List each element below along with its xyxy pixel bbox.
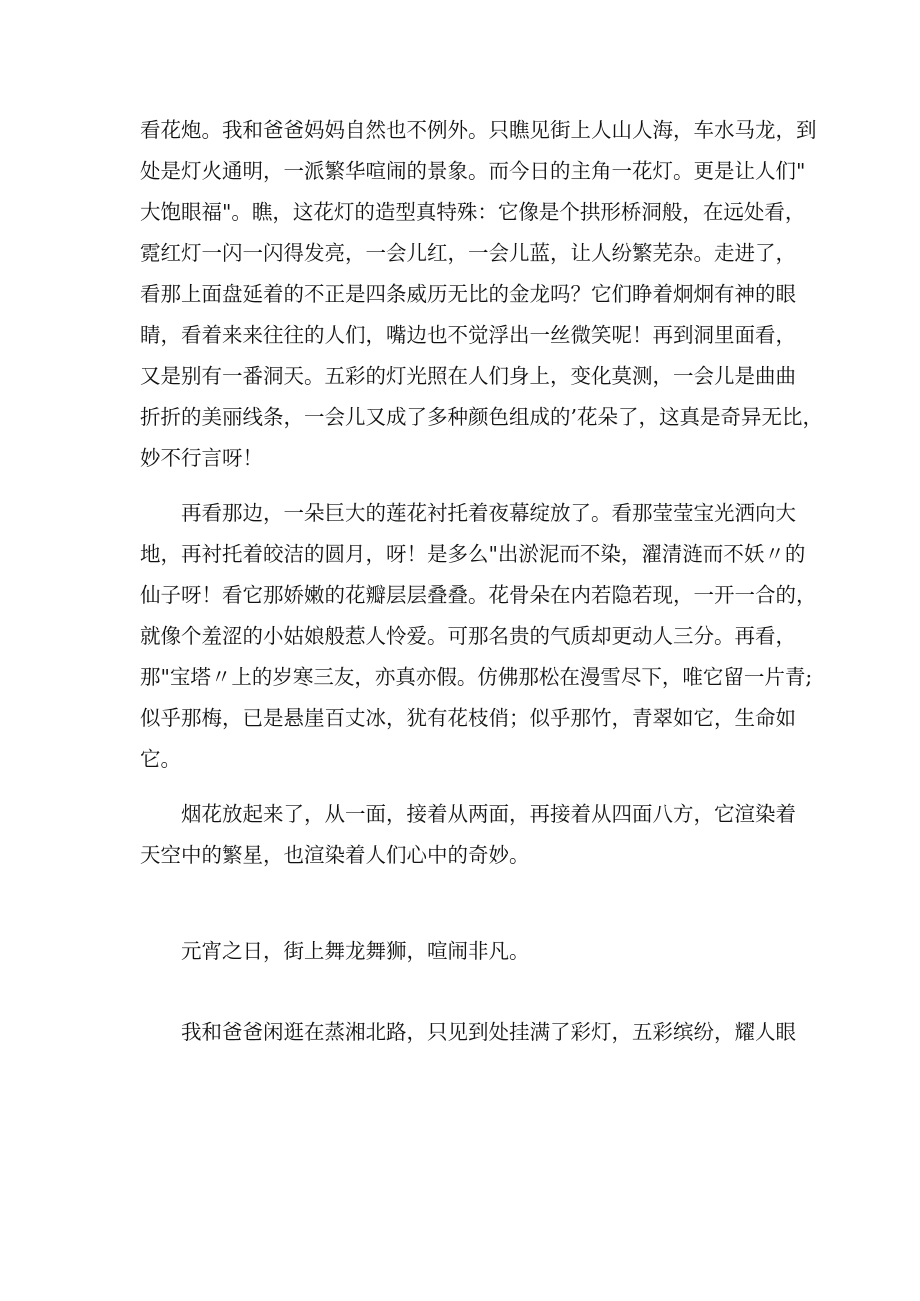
paragraph-1-line-8: 折折的美丽线条，一会儿又成了多种颜色组成的’花朵了，这真是奇异无比， [140,405,824,429]
paragraph-2-line-2: 地，再衬托着皎洁的圆月，呀！是多么"出淤泥而不染，濯清涟而不妖〃的 [140,542,806,566]
paragraph-2-line-7: 它。 [140,747,181,771]
paragraph-1-line-3: 大饱眼福"。瞧，这花灯的造型真特殊：它像是个拱形桥洞般，在远处看， [140,200,806,224]
paragraph-2-line-6: 似乎那梅，已是悬崖百丈冰，犹有花枝俏；似乎那竹，青翠如它，生命如 [140,706,796,730]
paragraph-1-line-1: 看花炮。我和爸爸妈妈自然也不例外。只瞧见街上人山人海，车水马龙，到 [140,118,817,142]
paragraph-2-line-5: 那"宝塔〃上的岁寒三友，亦真亦假。仿佛那松在漫雪尽下，唯它留一片青; [140,665,813,689]
paragraph-2-line-1: 再看那边，一朵巨大的莲花衬托着夜幕绽放了。看那莹莹宝光洒向大 [181,501,796,525]
paragraph-3-line-2: 天空中的繁星，也渲染着人们心中的奇妙。 [140,843,530,867]
paragraph-2-line-3: 仙子呀！看它那娇嫩的花瓣层层叠叠。花骨朵在内若隐若现，一开一合的， [140,583,817,607]
paragraph-5-line-1: 我和爸爸闲逛在蒸湘北路，只见到处挂满了彩灯，五彩缤纷，耀人眼 [181,1020,796,1044]
paragraph-1-line-4: 霓红灯一闪一闪得发亮，一会儿红，一会儿蓝，让人纷繁芜杂。走进了， [140,241,796,265]
paragraph-3-line-1: 烟花放起来了，从一面，接着从两面，再接着从四面八方，它渲染着 [181,802,796,826]
paragraph-4-line-1: 元宵之日，街上舞龙舞狮，喧闹非凡。 [181,939,530,963]
paragraph-1-line-5: 看那上面盘延着的不正是四条威历无比的金龙吗？它们睁着炯炯有神的眼 [140,282,796,306]
paragraph-1-line-2: 处是灯火通明，一派繁华喧闹的景象。而今日的主角一花灯。更是让人们" [140,159,806,183]
paragraph-2-line-4: 就像个羞涩的小姑娘般惹人怜爱。可那名贵的气质却更动人三分。再看， [140,624,796,648]
paragraph-1-line-9: 妙不行言呀！ [140,446,263,470]
paragraph-1-line-6: 睛，看着来来往往的人们，嘴边也不觉浮出一丝微笑呢！再到洞里面看， [140,323,796,347]
paragraph-1-line-7: 又是别有一番洞天。五彩的灯光照在人们身上，变化莫测，一会儿是曲曲 [140,364,796,388]
